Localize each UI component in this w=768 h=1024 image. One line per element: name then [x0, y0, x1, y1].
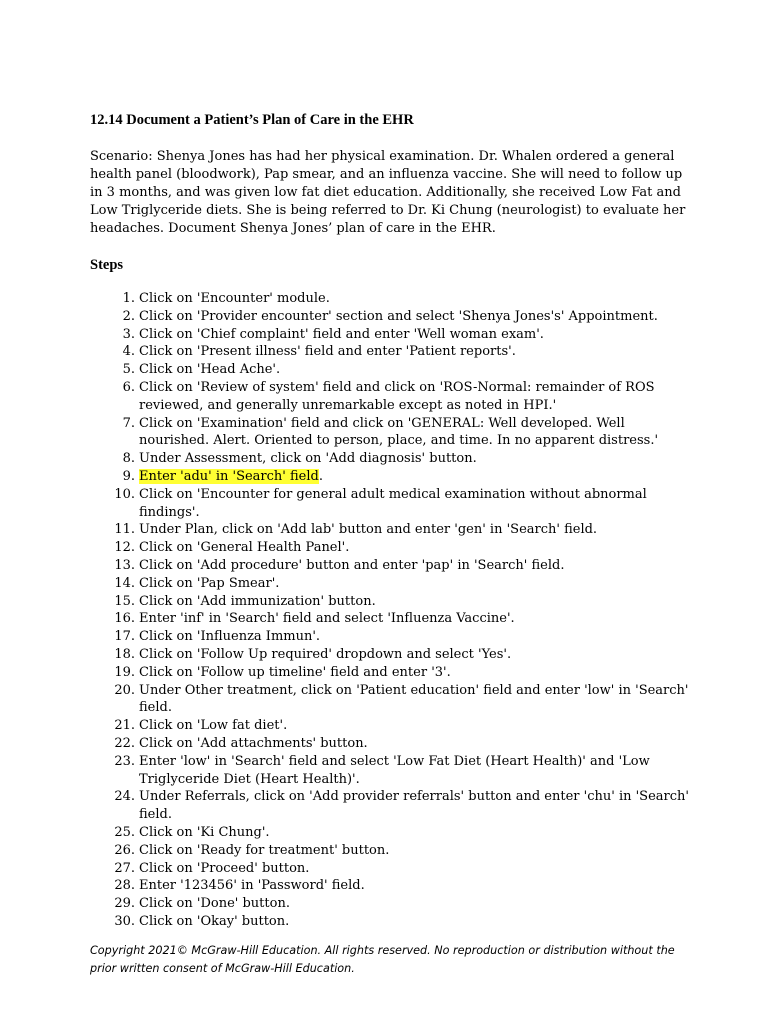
step-item [90, 628, 690, 646]
step-item [90, 610, 690, 628]
scenario-paragraph: Scenario: Shenya Jones has had her physical examination. Dr. Whalen ordered a general health panel (bloodwork), Pap smear, and an influenza vaccine. She will need to follow up in 3 months, and was given low fat diet education. Additionally, she received Low Fat and Low Triglyceride diets. She is being referred to Dr. Ki Chung (neurologist) to evaluate her headaches. Document Shenya Jones’ plan of care in the EHR. [90, 149, 686, 236]
step-text: Enter '123456' in 'Password' field. [139, 878, 365, 894]
step-text: Click on 'Examination' field and click on 'GENERAL: Well developed. Well nourished. Alert. Oriented to person, place, and time. In no apparent distress.' [139, 415, 659, 449]
step-item [90, 575, 690, 593]
step-text: Click on 'Done' button. [139, 896, 290, 912]
step-number: 20. [114, 682, 135, 698]
step-text: Click on 'General Health Panel'. [139, 540, 350, 556]
step-item [90, 682, 690, 718]
step-number: 1. [122, 291, 135, 306]
step-text: Enter 'inf' in 'Search' field and select 'Influenza Vaccine'. [139, 611, 515, 627]
highlighted-step-text: Enter 'adu' in 'Search' field [139, 468, 319, 484]
step-item [90, 593, 690, 611]
step-text: Click on 'Add procedure' button and enter 'pap' in 'Search' field. [139, 557, 565, 573]
step-item [90, 326, 690, 344]
step-text: Click on 'Pap Smear'. [139, 575, 280, 591]
step-item [90, 539, 690, 557]
step-number: 22. [114, 735, 135, 751]
step-item [90, 379, 690, 415]
steps-heading: Steps [90, 257, 124, 273]
step-number: 15. [114, 593, 135, 609]
step-text: Click on 'Low fat diet'. [139, 718, 288, 734]
step-text: Click on 'Ready for treatment' button. [139, 842, 390, 858]
document-title: 12.14 Document a Patient’s Plan of Care in the EHR [90, 112, 414, 128]
step-item [90, 753, 690, 789]
step-text: Click on 'Add immunization' button. [139, 593, 376, 609]
step-text [135, 468, 690, 486]
step-item [90, 486, 690, 522]
step-text: Under Plan, click on 'Add lab' button and enter 'gen' in 'Search' field. [139, 522, 598, 538]
step-text: Click on 'Follow Up required' dropdown and select 'Yes'. [139, 646, 512, 662]
step-number: 6. [122, 379, 135, 395]
step-text: Under Referrals, click on 'Add provider referrals' button and enter 'chu' in 'Search' field. [139, 789, 689, 823]
step-item [90, 877, 690, 895]
step-number: 9. [122, 468, 135, 484]
step-text: Click on 'Okay' button. [139, 913, 290, 929]
step-number: 11. [114, 522, 135, 538]
step-item [90, 788, 690, 824]
step-text: Click on 'Add attachments' button. [139, 735, 368, 751]
step-number: 24. [114, 789, 135, 805]
step-item [90, 664, 690, 682]
step-text: Click on 'Encounter' module. [139, 291, 330, 306]
step-text: Click on 'Review of system' field and click on 'ROS-Normal: remainder of ROS reviewed, and generally unremarkable except as noted in HPI.' [139, 379, 655, 413]
step-number: 27. [114, 860, 135, 876]
step-item [90, 361, 690, 379]
step-item [90, 343, 690, 361]
copyright-footer: Copyright 2021© McGraw-Hill Education. All rights reserved. No reproduction or distribution without the prior written consent of McGraw-Hill Education. [90, 944, 675, 975]
step-text: Click on 'Proceed' button. [139, 860, 310, 876]
step-text: Enter 'low' in 'Search' field and select 'Low Fat Diet (Heart Health)' and 'Low Triglyceride Diet (Heart Health)'. [139, 753, 650, 787]
step-number: 12. [114, 540, 135, 556]
step-number: 28. [114, 878, 135, 894]
step-number: 30. [114, 913, 135, 929]
step-item [90, 521, 690, 539]
step-number: 17. [114, 629, 135, 645]
step-text: Click on 'Present illness' field and enter 'Patient reports'. [139, 344, 516, 360]
step-item [90, 468, 690, 486]
step-item [90, 290, 690, 308]
step-number: 26. [114, 842, 135, 858]
step-text: Under Other treatment, click on 'Patient education' field and enter 'low' in 'Search' field. [139, 682, 689, 716]
step-number: 8. [122, 451, 135, 467]
step-text: Click on 'Provider encounter' section and select 'Shenya Jones's' Appointment. [139, 308, 658, 324]
step-text: Click on 'Influenza Immun'. [139, 629, 321, 645]
step-number: 14. [114, 575, 135, 591]
step-item [90, 415, 690, 451]
step-number: 4. [122, 344, 135, 360]
step-number: 2. [122, 308, 135, 324]
step-number: 13. [114, 557, 135, 573]
step-number: 18. [114, 646, 135, 662]
step-item [90, 895, 690, 913]
step-number: 21. [114, 718, 135, 734]
step-item [90, 842, 690, 860]
step-text-suffix: . [318, 468, 323, 484]
step-item [90, 557, 690, 575]
step-number: 16. [114, 611, 135, 627]
step-item [90, 308, 690, 326]
step-item [90, 717, 690, 735]
step-text: Click on 'Follow up timeline' field and enter '3'. [139, 664, 451, 680]
step-number: 29. [114, 896, 135, 912]
step-number: 10. [114, 486, 135, 502]
step-item [90, 913, 690, 931]
step-text: Click on 'Chief complaint' field and enter 'Well woman exam'. [139, 326, 544, 342]
steps-list [90, 290, 690, 931]
step-text: Click on 'Head Ache'. [139, 362, 281, 378]
step-number: 5. [122, 362, 135, 378]
step-number: 19. [114, 664, 135, 680]
step-number: 7. [122, 415, 135, 431]
step-item [90, 646, 690, 664]
step-text: Click on 'Ki Chung'. [139, 824, 270, 840]
step-number: 23. [114, 753, 135, 769]
step-item [90, 450, 690, 468]
step-text: Under Assessment, click on 'Add diagnosis' button. [139, 451, 477, 467]
step-item [90, 735, 690, 753]
step-number: 3. [122, 326, 135, 342]
step-item [90, 824, 690, 842]
step-number: 25. [114, 824, 135, 840]
step-text: Click on 'Encounter for general adult medical examination without abnormal findings'. [139, 486, 647, 520]
step-item [90, 860, 690, 878]
